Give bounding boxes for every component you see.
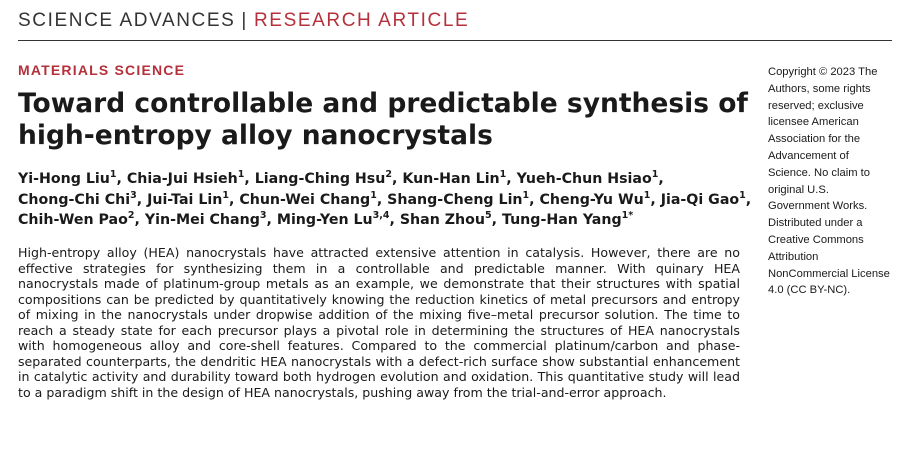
author: Shang-Cheng Lin$^1$,: [387, 189, 535, 208]
author: Yin-Mei Chang$^3$,: [144, 210, 272, 228]
author-name: Chong-Chi Chi: [18, 191, 131, 208]
journal-header: [18, 10, 469, 32]
author: Yi-Hong Liu$^1$,: [18, 169, 122, 187]
author-name: Tung-Han Yang: [501, 212, 622, 228]
author-name: Jui-Tai Lin: [147, 191, 223, 208]
author: Chun-Wei Chang$^1$,: [239, 189, 383, 208]
author-affiliation: 2: [127, 210, 135, 221]
author-name: Yin-Mei Chang: [144, 212, 260, 228]
journal-name: SCIENCE ADVANCES: [18, 10, 236, 31]
author-affiliation: 1: [499, 169, 507, 180]
author-name: Shan Zhou: [399, 212, 485, 228]
author: Chia-Jui Hsieh$^1$,: [126, 169, 250, 187]
author-name: Shang-Cheng Lin: [387, 191, 523, 208]
author-affiliation: 3,4: [372, 210, 390, 221]
author: Liang-Ching Hsu$^2$,: [254, 169, 398, 187]
author-affiliation: 1*: [621, 210, 634, 221]
author-affiliation: 3: [259, 210, 267, 221]
author-name: Kun-Han Lin: [402, 171, 500, 187]
author: Shan Zhou$^5$,: [399, 210, 498, 228]
author: Yueh-Chun Hsiao$^1$,: [516, 169, 664, 187]
author: Chong-Chi Chi$^3$,: [18, 189, 143, 208]
author: [502, 212, 633, 228]
author-affiliation: 1: [522, 189, 530, 201]
author: Chih-Wen Pao$^2$,: [18, 210, 140, 228]
author-affiliation: 1: [739, 189, 746, 201]
author-affiliation: 1: [643, 189, 651, 201]
author: Jui-Tai Lin$^1$,: [147, 189, 235, 208]
section-label: MATERIALS SCIENCE: [18, 62, 186, 78]
author-name: Jia-Qi Gao: [660, 191, 740, 208]
author-affiliation: 1: [222, 189, 229, 201]
author-name: Yueh-Chun Hsiao: [516, 171, 652, 187]
author-affiliation: 2: [385, 169, 392, 180]
header-separator: |: [241, 10, 248, 31]
author-name: Ming-Yen Lu: [276, 212, 373, 228]
author-name: Cheng-Yu Wu: [539, 191, 644, 208]
author-affiliation: 1: [237, 169, 245, 180]
author: Kun-Han Lin$^1$,: [402, 169, 512, 187]
author-affiliation: 1: [109, 169, 117, 180]
author-name: Yi-Hong Liu: [18, 171, 110, 187]
author-affiliation: 5: [485, 210, 492, 221]
author-affiliation: 1: [370, 189, 377, 201]
author: Ming-Yen Lu$^{3,4}$,: [276, 210, 395, 228]
author: Cheng-Yu Wu$^1$,: [539, 189, 656, 208]
header-rule: [18, 40, 892, 41]
author-name: Liang-Ching Hsu: [254, 171, 386, 187]
author-list: [18, 169, 758, 231]
copyright-notice: Copyright © 2023 The Authors, some rights reserved; exclusive licensee American Association for the Advancement of Science. No claim to original U.S. Government Works. Distributed under a Creative Commons Attribution NonCommercial License 4.0 (CC BY-NC).: [768, 66, 890, 297]
author-name: Chia-Jui Hsieh: [126, 171, 238, 187]
article-title: Toward controllable and predictable synthesis of high-entropy alloy nanocrystals: [18, 88, 748, 151]
article-type: RESEARCH ARTICLE: [253, 10, 470, 31]
author-name: Chun-Wei Chang: [239, 191, 371, 208]
author-affiliation: 3: [130, 189, 137, 201]
author-name: Chih-Wen Pao: [18, 212, 128, 228]
abstract: High-entropy alloy (HEA) nanocrystals have attracted extensive attention in catalysis. However, there are no effective strategies for synthesizing them in a controllable and predictable manner. With quinary HEA nanocrystals made of platinum-group metals as an example, we demonstrate that their structures with spatial compositions can be predicted by quantitatively knowing the reduction kinetics of metal precursors and entropy of mixing in the nanocrystals under dropwise addition of the mixing five–metal precursor solution. The time to reach a steady state for each precursor plays a pivotal role in determining the structures of HEA nanocrystals with homogeneous alloy and core-shell features. Compared to the commercial platinum/carbon and phase-separated counterparts, the dendritic HEA nanocrystals with a defect-rich surface show substantial enhancement in catalytic activity and durability toward both hydrogen evolution and oxidation. This quantitative study will lead to a paradigm shift in the design of HEA nanocrystals, pushing away from the trial-and-error approach.: [18, 245, 740, 400]
author: Jia-Qi Gao$^1$,: [660, 189, 752, 208]
author-affiliation: 1: [651, 169, 659, 180]
